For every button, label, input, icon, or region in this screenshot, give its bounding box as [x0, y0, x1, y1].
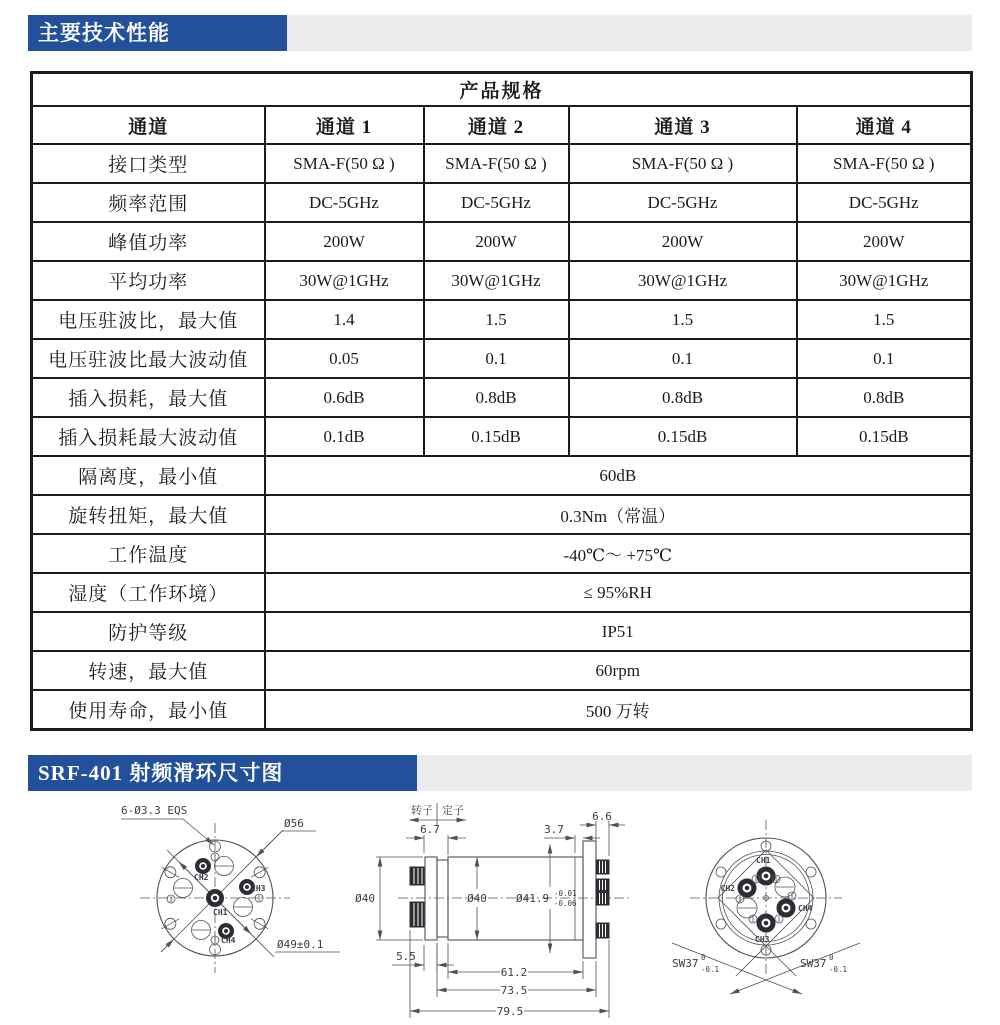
section2-band	[28, 755, 972, 791]
table-row	[32, 378, 972, 417]
cell: 0.6dB	[265, 378, 424, 417]
front-outer-dia-label: Ø56	[284, 817, 304, 830]
dimension-drawing	[30, 795, 970, 1025]
table-title: 产品规格	[32, 73, 972, 107]
spec-table	[30, 71, 973, 731]
stator-label: 定子	[442, 805, 464, 817]
table-row	[32, 612, 972, 651]
dim-6-6: 6.6	[592, 810, 612, 823]
rear-ch2-label: CH2	[720, 884, 735, 893]
dim-61-2: 61.2	[500, 966, 528, 979]
row-label: 频率范围	[32, 183, 265, 222]
table-row	[32, 144, 972, 183]
front-ch4-label: CH4	[221, 936, 236, 945]
cell: 0.15dB	[569, 417, 797, 456]
sw37-right-sup: 0	[829, 953, 834, 962]
cell: 1.5	[797, 300, 972, 339]
row-label: 湿度（工作环境）	[32, 573, 265, 612]
row-label: 平均功率	[32, 261, 265, 300]
row-label: 电压驻波比，最大值	[32, 300, 265, 339]
cell: SMA-F(50 Ω )	[569, 144, 797, 183]
cell: 1.4	[265, 300, 424, 339]
front-ch3-label: CH3	[251, 884, 266, 893]
front-bolt-circle-label: Ø49±0.1	[277, 938, 324, 951]
cell: 0.8dB	[569, 378, 797, 417]
merged-cell: 60dB	[265, 456, 972, 495]
dim-73-5: 73.5	[500, 984, 528, 997]
cell: 200W	[424, 222, 569, 261]
table-row	[32, 690, 972, 730]
dia-body-label: Ø40	[467, 892, 487, 905]
cell: 0.8dB	[424, 378, 569, 417]
cell: 30W@1GHz	[569, 261, 797, 300]
row-label: 工作温度	[32, 534, 265, 573]
merged-cell: -40℃～ +75℃	[265, 534, 972, 573]
dia-spigot-tol-lower: -0.06	[554, 899, 577, 908]
row-label: 旋转扭矩，最大值	[32, 495, 265, 534]
row-label: 插入损耗，最大值	[32, 378, 265, 417]
col-header-ch4: 通道 4	[797, 106, 972, 144]
table-row	[32, 651, 972, 690]
dia-spigot-label	[516, 892, 549, 905]
section2-title: SRF-401 射频滑环尺寸图	[28, 755, 417, 791]
cell: 0.15dB	[424, 417, 569, 456]
col-header-channel: 通道	[32, 106, 265, 144]
front-ch2-label: CH2	[194, 873, 209, 882]
row-label: 峰值功率	[32, 222, 265, 261]
rear-ch3-label: CH3	[755, 935, 770, 944]
dia-spigot-value: Ø41.9	[516, 892, 550, 905]
sw37-right-value: SW37	[800, 957, 827, 970]
front-connector-ch2	[196, 859, 211, 874]
cell: 0.1dB	[265, 417, 424, 456]
sw37-left-sup: 0	[701, 953, 706, 962]
rear-ch1-label: CH1	[756, 856, 771, 865]
dim-6-7: 6.7	[420, 823, 440, 836]
table-row	[32, 456, 972, 495]
sw37-left-value: SW37	[672, 957, 699, 970]
row-label: 插入损耗最大波动值	[32, 417, 265, 456]
cell: 1.5	[424, 300, 569, 339]
row-label: 接口类型	[32, 144, 265, 183]
table-row	[32, 573, 972, 612]
table-row	[32, 183, 972, 222]
front-ch1-label: CH1	[213, 908, 228, 917]
cell: SMA-F(50 Ω )	[424, 144, 569, 183]
merged-cell: ≤ 95%RH	[265, 573, 972, 612]
rear-view-drawing	[672, 820, 860, 994]
cell: 200W	[797, 222, 972, 261]
cell: DC-5GHz	[797, 183, 972, 222]
cell: 0.1	[569, 339, 797, 378]
sw37-left-sub: -0.1	[701, 965, 720, 974]
table-row	[32, 339, 972, 378]
dia-spigot-tol-upper: -0.01	[554, 889, 577, 898]
side-stator-connectors	[596, 860, 609, 938]
front-view-drawing	[121, 804, 340, 973]
row-label: 电压驻波比最大波动值	[32, 339, 265, 378]
dim-5-5: 5.5	[396, 950, 416, 963]
merged-cell: 0.3Nm（常温）	[265, 495, 972, 534]
merged-cell: 500 万转	[265, 690, 972, 730]
table-row	[32, 300, 972, 339]
table-title-row	[32, 73, 972, 107]
table-row	[32, 222, 972, 261]
cell: 30W@1GHz	[265, 261, 424, 300]
cell: 30W@1GHz	[797, 261, 972, 300]
cell: 200W	[569, 222, 797, 261]
row-label: 使用寿命，最小值	[32, 690, 265, 730]
cell: SMA-F(50 Ω )	[265, 144, 424, 183]
cell: 0.15dB	[797, 417, 972, 456]
cell: 0.05	[265, 339, 424, 378]
row-label: 转速，最大值	[32, 651, 265, 690]
merged-cell: 60rpm	[265, 651, 972, 690]
section1-band	[28, 15, 972, 51]
cell: DC-5GHz	[265, 183, 424, 222]
dim-3-7: 3.7	[544, 823, 564, 836]
front-hole-note: 6-Ø3.3 EQS	[121, 804, 188, 817]
cell: 30W@1GHz	[424, 261, 569, 300]
cell: 0.1	[424, 339, 569, 378]
cell: 0.8dB	[797, 378, 972, 417]
col-header-ch2: 通道 2	[424, 106, 569, 144]
side-rotor-connectors	[410, 867, 425, 927]
cell: DC-5GHz	[569, 183, 797, 222]
dim-79-5: 79.5	[496, 1005, 524, 1018]
sw37-left-label	[672, 957, 699, 970]
cell: SMA-F(50 Ω )	[797, 144, 972, 183]
row-label: 防护等级	[32, 612, 265, 651]
table-row	[32, 417, 972, 456]
cell: 0.1	[797, 339, 972, 378]
rear-ch4-label: CH4	[798, 904, 813, 913]
col-header-ch1: 通道 1	[265, 106, 424, 144]
section1-title: 主要技术性能	[28, 15, 287, 51]
sw37-right-sub: -0.1	[829, 965, 848, 974]
col-header-ch3: 通道 3	[569, 106, 797, 144]
rotor-label: 转子	[411, 805, 433, 817]
cell: 1.5	[569, 300, 797, 339]
table-row	[32, 495, 972, 534]
front-connector-ch1	[207, 890, 224, 907]
cell: 200W	[265, 222, 424, 261]
row-label: 隔离度，最小值	[32, 456, 265, 495]
side-view-drawing	[355, 803, 630, 1018]
table-row	[32, 534, 972, 573]
cell: DC-5GHz	[424, 183, 569, 222]
dia-rotor-label: Ø40	[355, 892, 375, 905]
table-row	[32, 261, 972, 300]
table-header-row	[32, 106, 972, 144]
sw37-right-label	[800, 957, 827, 970]
merged-cell: IP51	[265, 612, 972, 651]
